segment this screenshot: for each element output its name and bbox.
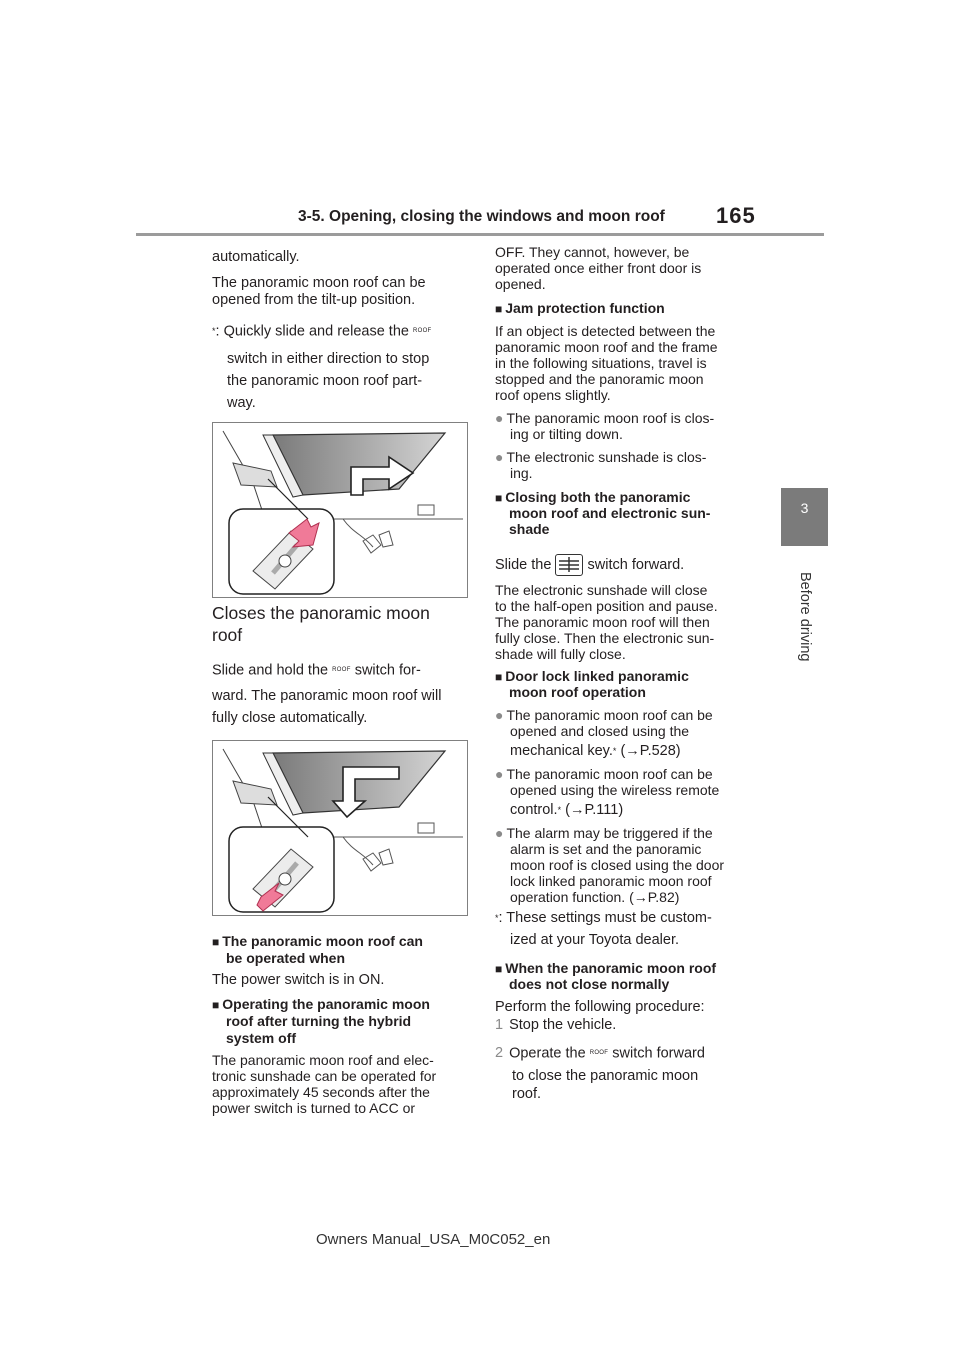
text-hybrid-off-3: approximately 45 seconds after the [212, 1084, 430, 1100]
link-p111[interactable]: P.111) [584, 802, 624, 818]
bullet-alarm-4: lock linked panoramic moon roof [510, 873, 712, 889]
heading-hybrid-off-2: roof after turning the hybrid [226, 1013, 412, 1029]
text-sunshade-2: to the half-open position and pause. [495, 598, 718, 614]
bullet-mech-key: ● The panoramic moon roof can be [495, 707, 713, 723]
bullet-remote: ● The panoramic moon roof can be [495, 766, 713, 782]
heading-not-close: ■ When the panoramic moon roof [495, 960, 717, 976]
close-instruction-1: Slide and hold the ROOF switch for- [212, 662, 421, 679]
heading-operated-when: ■ The panoramic moon roof can [212, 933, 423, 949]
text-jam-1: If an object is detected between the [495, 323, 716, 339]
text-sunshade-1: The electronic sunshade will close [495, 582, 708, 598]
bullet-mech-key-2: opened and closed using the [510, 723, 690, 739]
step-2c: roof. [512, 1086, 542, 1102]
text-jam-2: panoramic moon roof and the frame [495, 339, 718, 355]
roof-icon: ROOF [589, 1050, 609, 1056]
footnote-1d: way. [227, 395, 256, 411]
roof-icon: ROOF [332, 667, 351, 673]
footnote-1: *: Quickly slide and release the ROOF [212, 323, 432, 340]
link-p82[interactable]: P.82) [647, 889, 680, 905]
text-tiltup-1: The panoramic moon roof can be [212, 275, 426, 291]
heading-jam-protection: ■ Jam protection function [495, 300, 665, 316]
bullet-alarm-2: alarm is set and the panoramic [510, 841, 702, 857]
figure-caption-1: Closes the panoramic moon [212, 603, 430, 623]
heading-closing-both: ■ Closing both the panoramic [495, 489, 691, 505]
close-instruction-2: ward. The panoramic moon roof will [212, 688, 442, 704]
footnote-2b: ized at your Toyota dealer. [510, 932, 680, 948]
bullet-alarm: ● The alarm may be triggered if the [495, 825, 713, 841]
illustration-open-roof [212, 422, 468, 598]
heading-closing-both-3: shade [509, 521, 550, 537]
footer-manual-id: Owners Manual_USA_M0C052_en [316, 1231, 551, 1248]
text-off-1: OFF. They cannot, however, be [495, 244, 690, 260]
step-2: 2 Operate the ROOF switch forward [495, 1045, 705, 1062]
section-title: 3-5. Opening, closing the windows and moon roof [298, 208, 665, 225]
bullet-alarm-3: moon roof is closed using the door [510, 857, 725, 873]
text-automatically: automatically. [212, 249, 300, 265]
bullet-remote-3: control.* (→P.111) [510, 802, 624, 818]
text-hybrid-off-1: The panoramic moon roof and elec- [212, 1052, 434, 1068]
text-hybrid-off-2: tronic sunshade can be operated for [212, 1068, 437, 1084]
text-jam-3: in the following situations, travel is [495, 355, 707, 371]
text-sunshade-4: fully close. Then the electronic sun- [495, 630, 715, 646]
bullet-closing-2: ing or tilting down. [510, 426, 623, 442]
header-rule [136, 233, 824, 236]
heading-door-lock: ■ Door lock linked panoramic [495, 668, 689, 684]
text-procedure: Perform the following procedure: [495, 999, 705, 1015]
heading-hybrid-off: ■ Operating the panoramic moon [212, 996, 430, 1012]
roof-icon: ROOF [412, 328, 432, 334]
text-jam-5: roof opens slightly. [495, 387, 611, 403]
bullet-sunshade-2: ing. [510, 465, 533, 481]
step-2b: to close the panoramic moon [512, 1068, 699, 1084]
text-sunshade-3: The panoramic moon roof will then [495, 614, 710, 630]
footnote-1c: the panoramic moon roof part- [227, 373, 423, 389]
roof-open-diagram [213, 423, 467, 597]
text-hybrid-off-4: power switch is turned to ACC or [212, 1100, 416, 1116]
footnote-2: *: These settings must be custom- [495, 910, 712, 926]
sunshade-switch-icon [555, 554, 583, 576]
roof-close-diagram [213, 741, 467, 915]
close-instruction-3: fully close automatically. [212, 710, 368, 726]
bullet-remote-2: opened using the wireless remote [510, 782, 720, 798]
footnote-1b: switch in either direction to stop [227, 351, 430, 367]
chapter-number: 3 [800, 500, 809, 516]
bullet-closing: ● The panoramic moon roof is clos- [495, 410, 715, 426]
heading-operated-when-2: be operated when [226, 950, 346, 966]
heading-closing-both-2: moon roof and electronic sun- [509, 505, 711, 521]
text-jam-4: stopped and the panoramic moon [495, 371, 704, 387]
heading-door-lock-2: moon roof operation [509, 684, 646, 700]
text-off-2: operated once either front door is [495, 260, 702, 276]
bullet-alarm-5: operation function. (→P.82) [510, 889, 680, 905]
bullet-sunshade: ● The electronic sunshade is clos- [495, 449, 707, 465]
link-p528[interactable]: P.528) [639, 743, 681, 759]
bullet-mech-key-3: mechanical key.* (→P.528) [510, 743, 681, 759]
step-1: 1 Stop the vehicle. [495, 1017, 617, 1033]
heading-not-close-2: does not close normally [509, 976, 670, 992]
text-power-on: The power switch is in ON. [212, 972, 385, 988]
heading-hybrid-off-3: system off [226, 1030, 297, 1046]
chapter-tab [781, 488, 828, 546]
text-sunshade-5: shade will fully close. [495, 646, 626, 662]
illustration-close-roof [212, 740, 468, 916]
text-tiltup-2: opened from the tilt-up position. [212, 292, 416, 308]
chapter-label: Before driving [797, 572, 813, 662]
figure-caption-2: roof [212, 625, 243, 645]
text-off-3: opened. [495, 276, 546, 292]
page-number: 165 [716, 203, 756, 228]
text-slide-switch: Slide the switch forward. [495, 554, 684, 576]
